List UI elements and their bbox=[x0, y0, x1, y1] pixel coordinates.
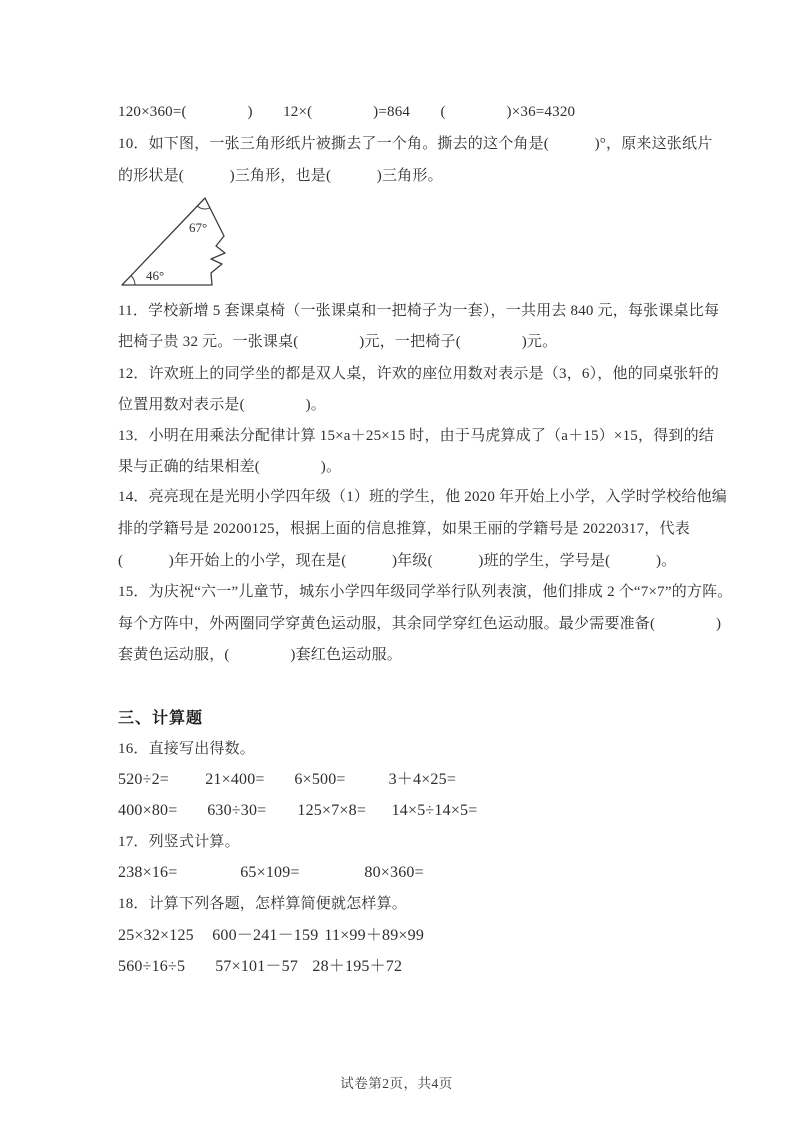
equation-item: 25×32×125 bbox=[118, 927, 194, 944]
q17-title: 17．列竖式计算。 bbox=[118, 834, 240, 850]
q18-equation-row1 bbox=[118, 927, 424, 944]
figure-angle-top-label: 67° bbox=[189, 220, 208, 235]
q10-text-line2: 的形状是( )三角形，也是( )三角形。 bbox=[118, 168, 443, 184]
left-angle-arc bbox=[131, 276, 135, 285]
equation-item: 80×360= bbox=[364, 864, 424, 881]
page-footer: 试卷第2页，共4页 bbox=[340, 1076, 453, 1091]
q16-title: 16．直接写出得数。 bbox=[118, 741, 256, 757]
q11-text-line2: 把椅子贵 32 元。一张课桌( )元，一把椅子( )元。 bbox=[118, 334, 558, 350]
q13-text-line2: 果与正确的结果相差( )。 bbox=[118, 459, 342, 475]
equation-item: 520÷2= bbox=[118, 771, 170, 788]
equation-item: 600－241－159 bbox=[212, 927, 319, 944]
equation-item: 65×109= bbox=[240, 864, 300, 881]
torn-triangle-figure bbox=[112, 190, 240, 292]
q10-text-line1: 10．如下图，一张三角形纸片被撕去了一个角。撕去的这个角是( )°，原来这张纸片 bbox=[118, 136, 713, 152]
q12-text-line1: 12．许欢班上的同学坐的都是双人桌，许欢的座位用数对表示是（3，6），他的同桌张轩的 bbox=[118, 366, 719, 382]
figure-angle-left-label: 46° bbox=[146, 268, 165, 283]
q16-equation-row1 bbox=[118, 771, 456, 788]
q11-text-line1: 11．学校新增 5 套课桌椅（一张课桌和一把椅子为一套），一共用去 840 元，每张课桌比每 bbox=[118, 303, 720, 319]
equation-item: 57×101－57 bbox=[215, 958, 299, 975]
q18-equation-row2 bbox=[118, 958, 402, 975]
q15-text-line2: 每个方阵中，外两圈同学穿黄色运动服，其余同学穿红色运动服。最少需要准备( ) bbox=[118, 616, 722, 632]
equation-item: 3＋4×25= bbox=[388, 771, 457, 788]
equation-item: 14×5÷14×5= bbox=[391, 802, 478, 819]
q17-equation-row bbox=[118, 864, 424, 881]
q14-text-line3: ( )年开始上的小学，现在是( )年级( )班的学生，学号是( )。 bbox=[118, 553, 677, 569]
q16-equation-row2 bbox=[118, 802, 477, 819]
torn-triangle-outline bbox=[122, 198, 225, 285]
equation-item: 630÷30= bbox=[207, 802, 267, 819]
q18-title: 18．计算下列各题，怎样算简便就怎样算。 bbox=[118, 896, 408, 912]
q14-text-line1: 14．亮亮现在是光明小学四年级（1）班的学生，他 2020 年开始上小学，入学时学校给他编 bbox=[118, 489, 728, 505]
q9-equations-line: 120×360=( ) 12×( )=864 ( )×36=4320 bbox=[118, 104, 576, 120]
equation-item: 400×80= bbox=[118, 802, 178, 819]
equation-item: 6×500= bbox=[294, 771, 346, 788]
q13-text-line1: 13．小明在用乘法分配律计算 15×a＋25×15 时，由于马虎算成了（a＋15）×15，得到的结 bbox=[118, 428, 714, 444]
q14-text-line2: 排的学籍号是 20200125，根据上面的信息推算，如果王丽的学籍号是 20220317，代表 bbox=[118, 521, 690, 537]
q15-text-line3: 套黄色运动服，( )套红色运动服。 bbox=[118, 647, 402, 663]
equation-item: 21×400= bbox=[205, 771, 265, 788]
equation-item: 560÷16÷5 bbox=[118, 958, 186, 975]
equation-item: 125×7×8= bbox=[297, 802, 367, 819]
equation-item: 28＋195＋72 bbox=[312, 958, 403, 975]
section3-header: 三、计算题 bbox=[118, 710, 204, 727]
q15-text-line1: 15．为庆祝“六一”儿童节，城东小学四年级同学举行队列表演，他们排成 2 个“7×7”的方阵。 bbox=[118, 584, 733, 600]
apex-angle-arc bbox=[197, 206, 210, 209]
equation-item: 238×16= bbox=[118, 864, 178, 881]
q12-text-line2: 位置用数对表示是( )。 bbox=[118, 397, 326, 413]
equation-item: 11×99＋89×99 bbox=[324, 927, 425, 944]
